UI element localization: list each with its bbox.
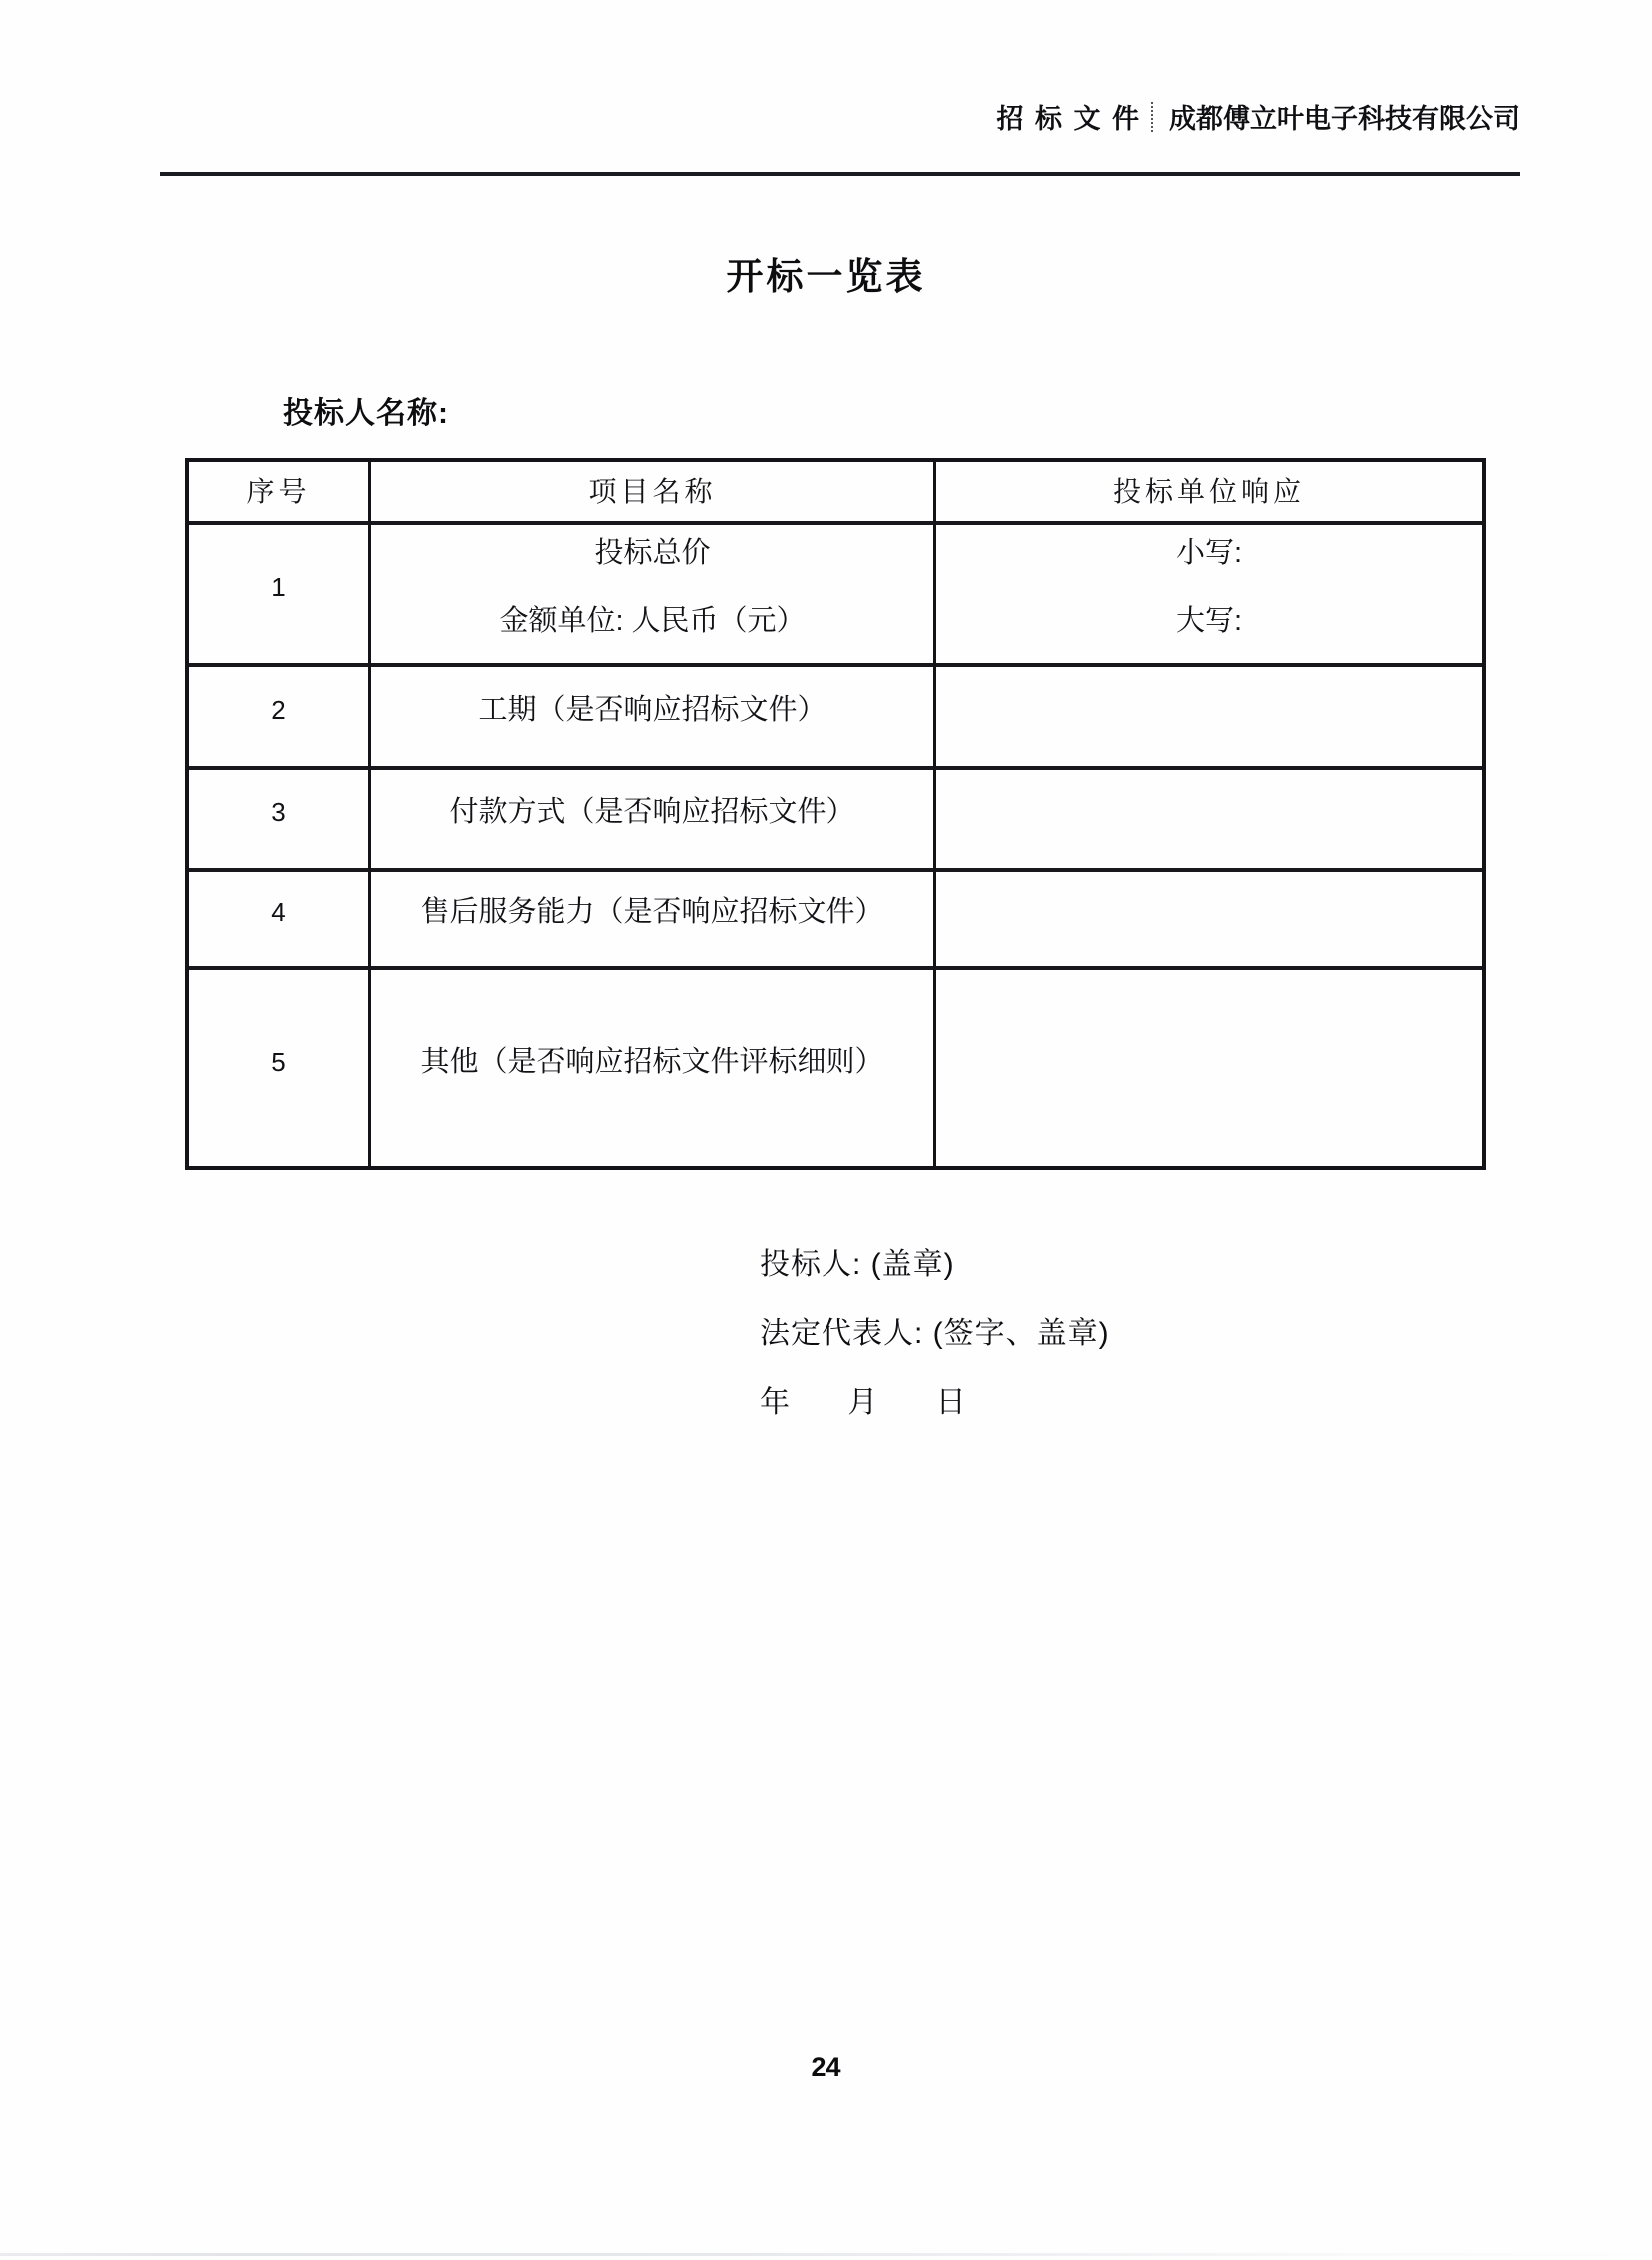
row1-item [371,525,936,667]
row2-response [936,667,1482,770]
page-number: 24 [811,2052,841,2082]
row3-response [936,770,1482,872]
date-year-label: 年 [760,1386,791,1419]
bid-opening-table [185,458,1486,1170]
row1-item-line2: 金额单位: 人民币（元） [499,605,806,637]
date-day-label: 日 [935,1386,967,1419]
row2-item: 工期（是否响应招标文件） [371,667,936,770]
row5-item: 其他（是否响应招标文件评标细则） [371,970,936,1166]
row5-seq: 5 [189,970,371,1166]
page-header [996,97,1520,136]
row4-response [936,872,1482,970]
date-month-label: 月 [847,1386,879,1419]
row4-item: 售后服务能力（是否响应招标文件） [371,872,936,970]
row4-seq: 4 [189,872,371,970]
column-header-item: 项目名称 [371,462,936,525]
scan-artifact-line [0,2253,1652,2256]
row1-response-uppercase: 大写: [1175,605,1243,637]
signature-bidder-line: 投标人: (盖章) [760,1248,955,1281]
row2-seq: 2 [189,667,371,770]
row3-seq: 3 [189,770,371,872]
row1-response [936,525,1482,667]
row1-item-line1: 投标总价 [594,537,711,569]
row3-item: 付款方式（是否响应招标文件） [371,770,936,872]
signature-date-line [760,1387,1110,1419]
bidder-name-label: 投标人名称: [283,397,449,430]
header-company-name: 成都傅立叶电子科技有限公司 [1169,104,1520,134]
row1-seq: 1 [189,525,371,667]
column-header-response: 投标单位响应 [936,462,1482,525]
page-title: 开标一览表 [726,256,926,297]
row5-response [936,970,1482,1166]
signature-block [760,1249,1110,1456]
header-separator-line [1151,102,1153,132]
row1-response-lowercase: 小写: [1175,537,1243,569]
header-doc-type-label: 招 标 文 件 [996,104,1141,134]
header-rule-line [160,172,1520,176]
signature-legal-rep-line: 法定代表人: (签字、盖章) [760,1317,1110,1350]
column-header-seq: 序号 [189,462,371,525]
